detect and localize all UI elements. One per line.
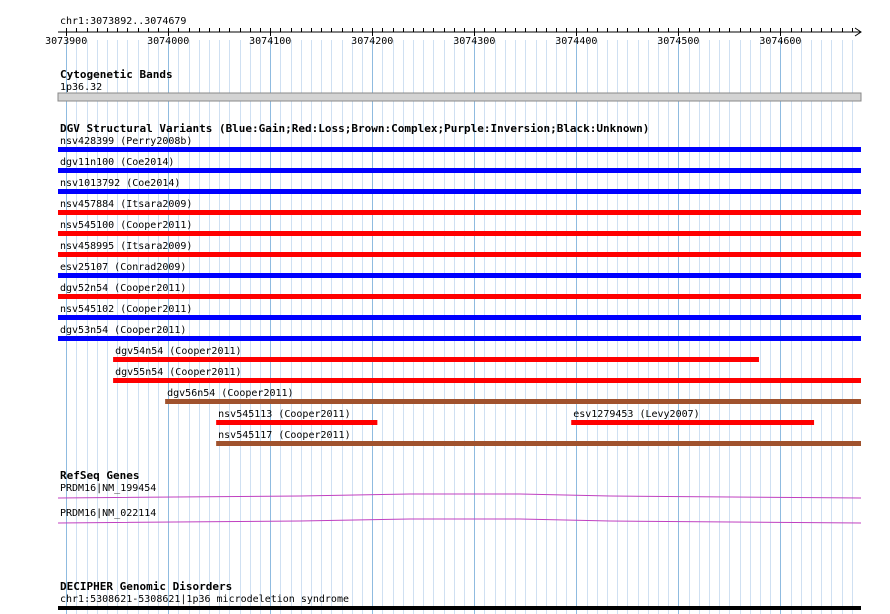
cytoband-label: 1p36.32: [60, 82, 103, 93]
region-label: chr1:3073892..3074679: [60, 16, 187, 27]
track-title-cytogenetic-bands: Cytogenetic Bands: [60, 68, 173, 81]
cytoband-bar[interactable]: [58, 93, 861, 101]
dgv-feature-label[interactable]: nsv545100 (Cooper2011): [60, 220, 193, 231]
dgv-feature-bar[interactable]: [113, 357, 759, 362]
dgv-feature-bar[interactable]: [58, 147, 861, 152]
dgv-feature-label[interactable]: nsv458995 (Itsara2009): [60, 241, 193, 252]
dgv-feature-bar[interactable]: [571, 420, 814, 425]
dgv-feature-label[interactable]: esv25107 (Conrad2009): [60, 262, 187, 273]
dgv-feature-bar[interactable]: [58, 294, 861, 299]
dgv-feature-label[interactable]: nsv545117 (Cooper2011): [218, 430, 351, 441]
dgv-feature-bar[interactable]: [113, 378, 861, 383]
dgv-feature-label[interactable]: dgv53n54 (Cooper2011): [60, 325, 187, 336]
dgv-feature-bar[interactable]: [165, 399, 861, 404]
dgv-feature-label[interactable]: nsv1013792 (Coe2014): [60, 178, 181, 189]
decipher-feature-label[interactable]: chr1:5308621-5308621|1p36 microdeletion syndrome: [60, 594, 349, 605]
track-title-decipher: DECIPHER Genomic Disorders: [60, 580, 233, 593]
dgv-feature-bar[interactable]: [58, 315, 861, 320]
dgv-feature-label[interactable]: nsv545102 (Cooper2011): [60, 304, 193, 315]
ruler-tick-label: 3074400: [555, 36, 598, 47]
ruler-tick-label: 3074000: [147, 36, 190, 47]
track-title-refseq: RefSeq Genes: [60, 469, 140, 482]
dgv-feature-label[interactable]: dgv54n54 (Cooper2011): [115, 346, 242, 357]
ruler-tick-label: 3073900: [45, 36, 88, 47]
ruler: [45, 16, 861, 47]
dgv-feature-bar[interactable]: [58, 210, 861, 215]
gene-label-nm-022114[interactable]: PRDM16|NM_022114: [60, 508, 157, 519]
dgv-feature-bar[interactable]: [58, 168, 861, 173]
gene-label-nm-199454[interactable]: PRDM16|NM_199454: [60, 483, 157, 494]
dgv-feature-label[interactable]: dgv52n54 (Cooper2011): [60, 283, 187, 294]
dgv-feature-label[interactable]: dgv56n54 (Cooper2011): [167, 388, 294, 399]
dgv-feature-bar[interactable]: [58, 189, 861, 194]
dgv-feature-label[interactable]: dgv55n54 (Cooper2011): [115, 367, 242, 378]
ruler-tick-label: 3074100: [249, 36, 292, 47]
dgv-feature-bar[interactable]: [216, 420, 377, 425]
ruler-tick-label: 3074500: [657, 36, 700, 47]
dgv-feature-bar[interactable]: [58, 336, 861, 341]
ruler-tick-label: 3074600: [759, 36, 802, 47]
dgv-feature-bar[interactable]: [216, 441, 861, 446]
ruler-ticks: [45, 28, 852, 47]
dgv-feature-bar[interactable]: [58, 273, 861, 278]
dgv-feature-label[interactable]: nsv428399 (Perry2008b): [60, 136, 193, 147]
dgv-feature-label[interactable]: nsv545113 (Cooper2011): [218, 409, 351, 420]
dgv-feature-bar[interactable]: [58, 231, 861, 236]
track-title-dgv: DGV Structural Variants (Blue:Gain;Red:Loss;Brown:Complex;Purple:Inversion;Black:Unknown): [60, 122, 650, 135]
dgv-feature-label[interactable]: dgv11n100 (Coe2014): [60, 157, 175, 168]
dgv-feature-bar[interactable]: [58, 252, 861, 257]
dgv-feature-label[interactable]: esv1279453 (Levy2007): [573, 409, 700, 420]
ruler-tick-label: 3074300: [453, 36, 496, 47]
ruler-tick-label: 3074200: [351, 36, 394, 47]
decipher-feature-bar[interactable]: [58, 606, 861, 610]
dgv-feature-label[interactable]: nsv457884 (Itsara2009): [60, 199, 193, 210]
